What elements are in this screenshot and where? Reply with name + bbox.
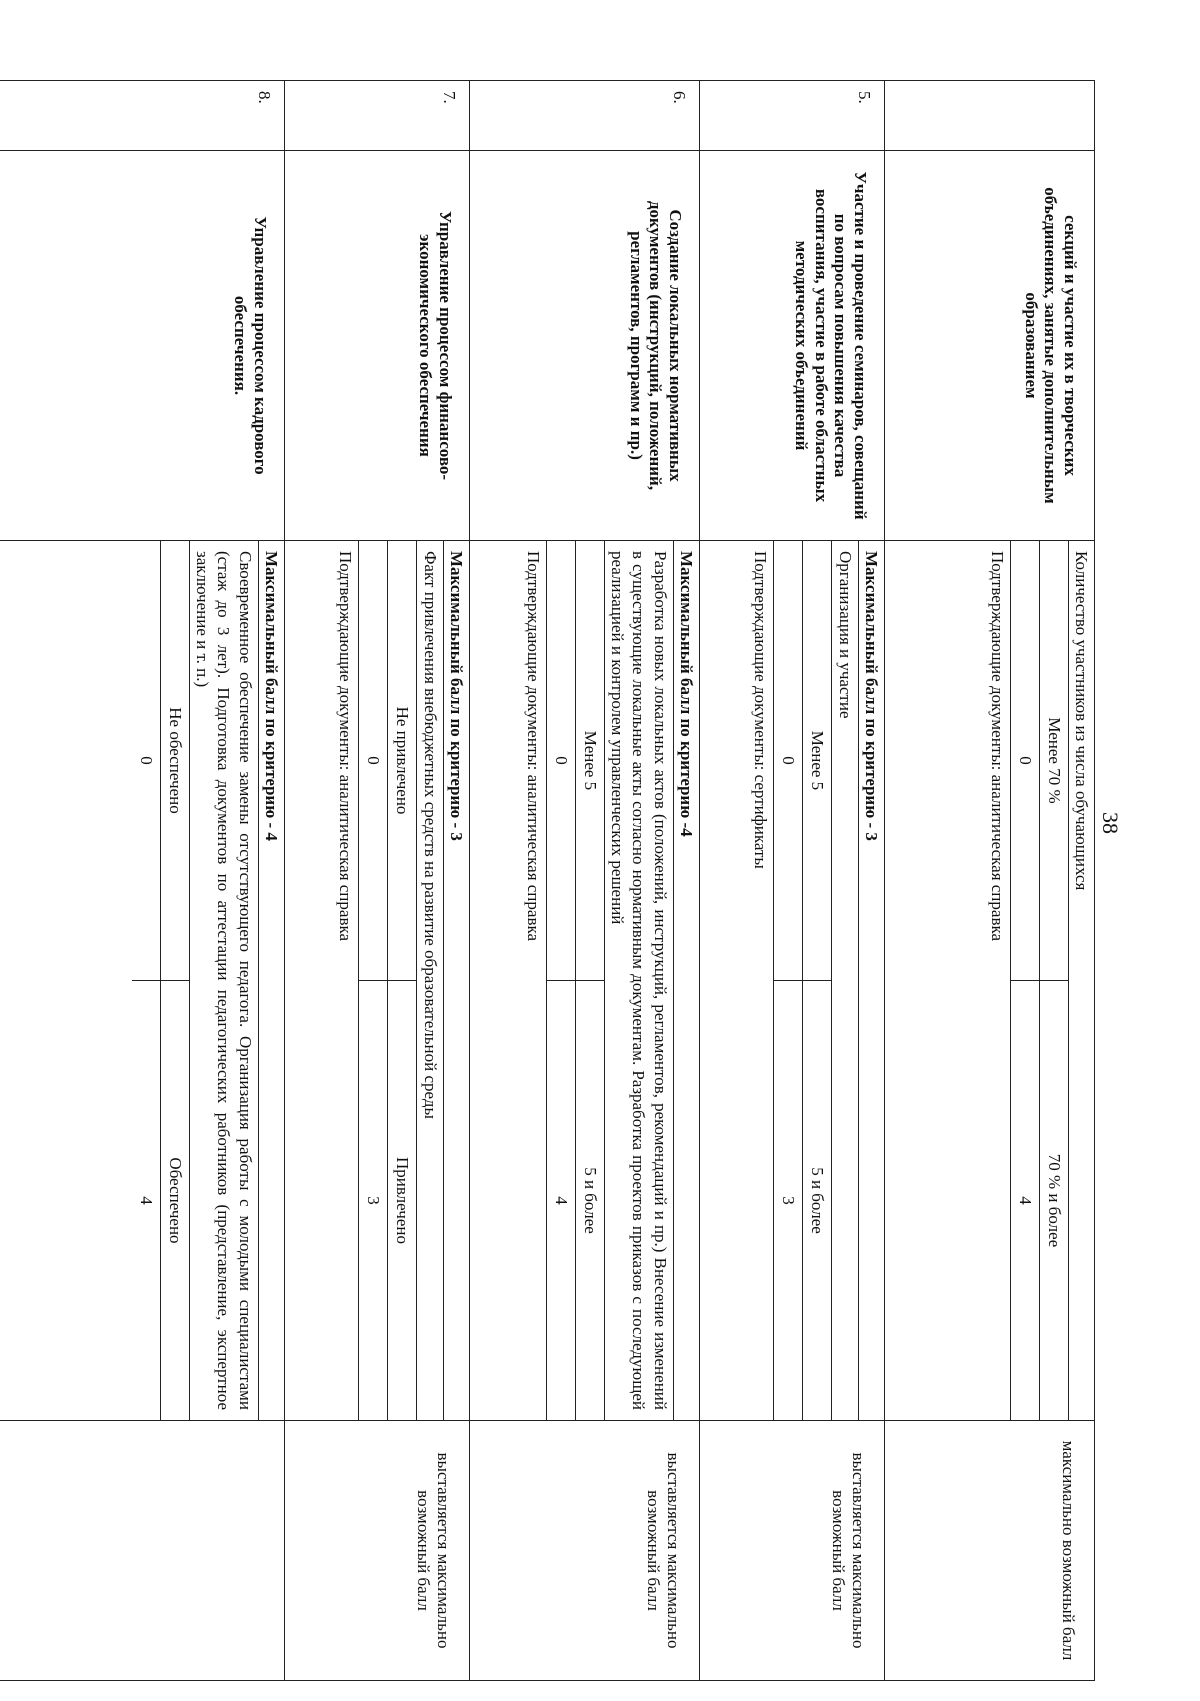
criterion-name: Управление процессом финансово-экономического обеспечения bbox=[285, 151, 470, 541]
criteria-table bbox=[0, 80, 1095, 1681]
condition-cell: 70 % и более bbox=[1040, 980, 1068, 1420]
criterion-details bbox=[700, 541, 885, 1421]
score-cell: 0 bbox=[137, 756, 156, 765]
supporting-documents: Подтверждающие документы: аналитическая справка bbox=[336, 551, 356, 942]
criterion-name: Управление процессом кадрового обеспечения. bbox=[0, 151, 285, 541]
condition-cell: Менее 5 bbox=[581, 730, 600, 791]
criterion-name: секций и участие их в творческих объединениях, занятые дополнительным образованием bbox=[885, 151, 1095, 541]
score-row bbox=[546, 541, 575, 1420]
criteria-row bbox=[700, 81, 885, 1681]
criterion-description: Количество участников из числа обучающихся bbox=[1068, 541, 1094, 1420]
criterion-details-list bbox=[333, 541, 469, 1420]
condition-cell: Не привлечено bbox=[393, 706, 413, 815]
criterion-details bbox=[885, 541, 1095, 1421]
max-score-heading: Максимальный балл по критерию - 4 bbox=[258, 541, 284, 1420]
criteria-row bbox=[0, 81, 285, 1681]
supporting-documents: Подтверждающие документы: аналитическая справка bbox=[987, 551, 1007, 942]
rotated-page bbox=[0, 80, 1095, 1680]
criterion-number: 8. bbox=[0, 81, 285, 151]
score-cell: 0 bbox=[779, 756, 799, 765]
criterion-name: Участие и проведение семинаров, совещаний по вопросам повышения качества воспитания, участие в работе областных методических объединений bbox=[700, 151, 885, 541]
condition-cell: 5 и более bbox=[576, 980, 604, 1420]
score-cell: 0 bbox=[364, 756, 384, 765]
criteria-row bbox=[885, 81, 1095, 1681]
score-row bbox=[1010, 541, 1039, 1420]
score-cell: 4 bbox=[547, 980, 575, 1420]
criterion-details bbox=[0, 541, 285, 1421]
criterion-details-list bbox=[985, 541, 1095, 1420]
criteria-table-body bbox=[0, 81, 1095, 1681]
criterion-details bbox=[285, 541, 470, 1421]
criterion-number bbox=[885, 81, 1095, 151]
condition-row bbox=[575, 541, 604, 1420]
condition-cell: 5 и более bbox=[804, 980, 832, 1420]
scoring-note: максимально возможный балл bbox=[885, 1421, 1095, 1681]
criterion-details-list bbox=[132, 541, 284, 1420]
scoring-note: выставляется максимально возможный балл bbox=[700, 1421, 885, 1681]
criterion-description: Своевременное обеспечение замены отсутствующего педагога. Организация работы с молодыми специалистами (стаж до 3 лет). Подготовка документов по аттестации педагогических работников (представление, экспертное заключение и т. п.) bbox=[189, 541, 258, 1420]
score-cell: 4 bbox=[132, 980, 160, 1420]
max-score-heading: Максимальный балл по критерию - 3 bbox=[858, 541, 884, 1420]
score-cell: 3 bbox=[360, 980, 388, 1420]
condition-cell: Привлечено bbox=[389, 980, 417, 1420]
criteria-row bbox=[470, 81, 700, 1681]
score-cell: 3 bbox=[775, 980, 803, 1420]
condition-row bbox=[160, 541, 189, 1420]
score-cell: 0 bbox=[552, 756, 571, 765]
criteria-row bbox=[285, 81, 470, 1681]
max-score-heading: Максимальный балл по критерию -4 bbox=[673, 541, 699, 1420]
supporting-documents: Подтверждающие документы: аналитическая справка bbox=[524, 551, 543, 942]
score-cell: 4 bbox=[1011, 980, 1039, 1420]
criterion-description: Организация и участие bbox=[832, 541, 858, 1420]
criterion-description: Факт привлечения внебюджетных средств на развитие образовательной среды bbox=[417, 541, 443, 1420]
criterion-name: Создание локальных нормативных документов (инструкций, положений, регламентов, программ и пр.) bbox=[470, 151, 700, 541]
condition-cell: Менее 5 bbox=[808, 730, 828, 791]
scoring-note: выставляется максимально возможный балл bbox=[470, 1421, 700, 1681]
condition-cell: Менее 70 % bbox=[1044, 717, 1064, 804]
supporting-documents: Подтверждающие документы: сертификаты bbox=[751, 551, 771, 869]
criterion-details-list bbox=[748, 541, 884, 1420]
scoring-note bbox=[0, 1421, 285, 1681]
criterion-details bbox=[470, 541, 700, 1421]
score-row bbox=[359, 541, 388, 1420]
scoring-note: выставляется максимально возможный балл bbox=[285, 1421, 470, 1681]
score-cell: 0 bbox=[1015, 756, 1035, 765]
score-row bbox=[132, 541, 160, 1420]
condition-row bbox=[803, 541, 832, 1420]
criterion-number: 6. bbox=[470, 81, 700, 151]
condition-cell: Не обеспечено bbox=[166, 707, 185, 814]
criterion-number: 7. bbox=[285, 81, 470, 151]
criterion-description: Разработка новых локальных актов (положений, инструкций, регламентов, рекомендаций и пр.) Внесение изменений в существующие локальные акты согласно нормативным документам. Разработка проектов приказов с последующей реализацией и контролем управленческих решений bbox=[604, 541, 673, 1420]
condition-cell: Обеспечено bbox=[161, 980, 189, 1420]
criterion-number: 5. bbox=[700, 81, 885, 151]
condition-row bbox=[1039, 541, 1068, 1420]
score-row bbox=[774, 541, 803, 1420]
criterion-details-list bbox=[521, 541, 699, 1420]
page-number: 38 bbox=[1098, 812, 1123, 834]
condition-row bbox=[388, 541, 417, 1420]
max-score-heading: Максимальный балл по критерию - 3 bbox=[443, 541, 469, 1420]
